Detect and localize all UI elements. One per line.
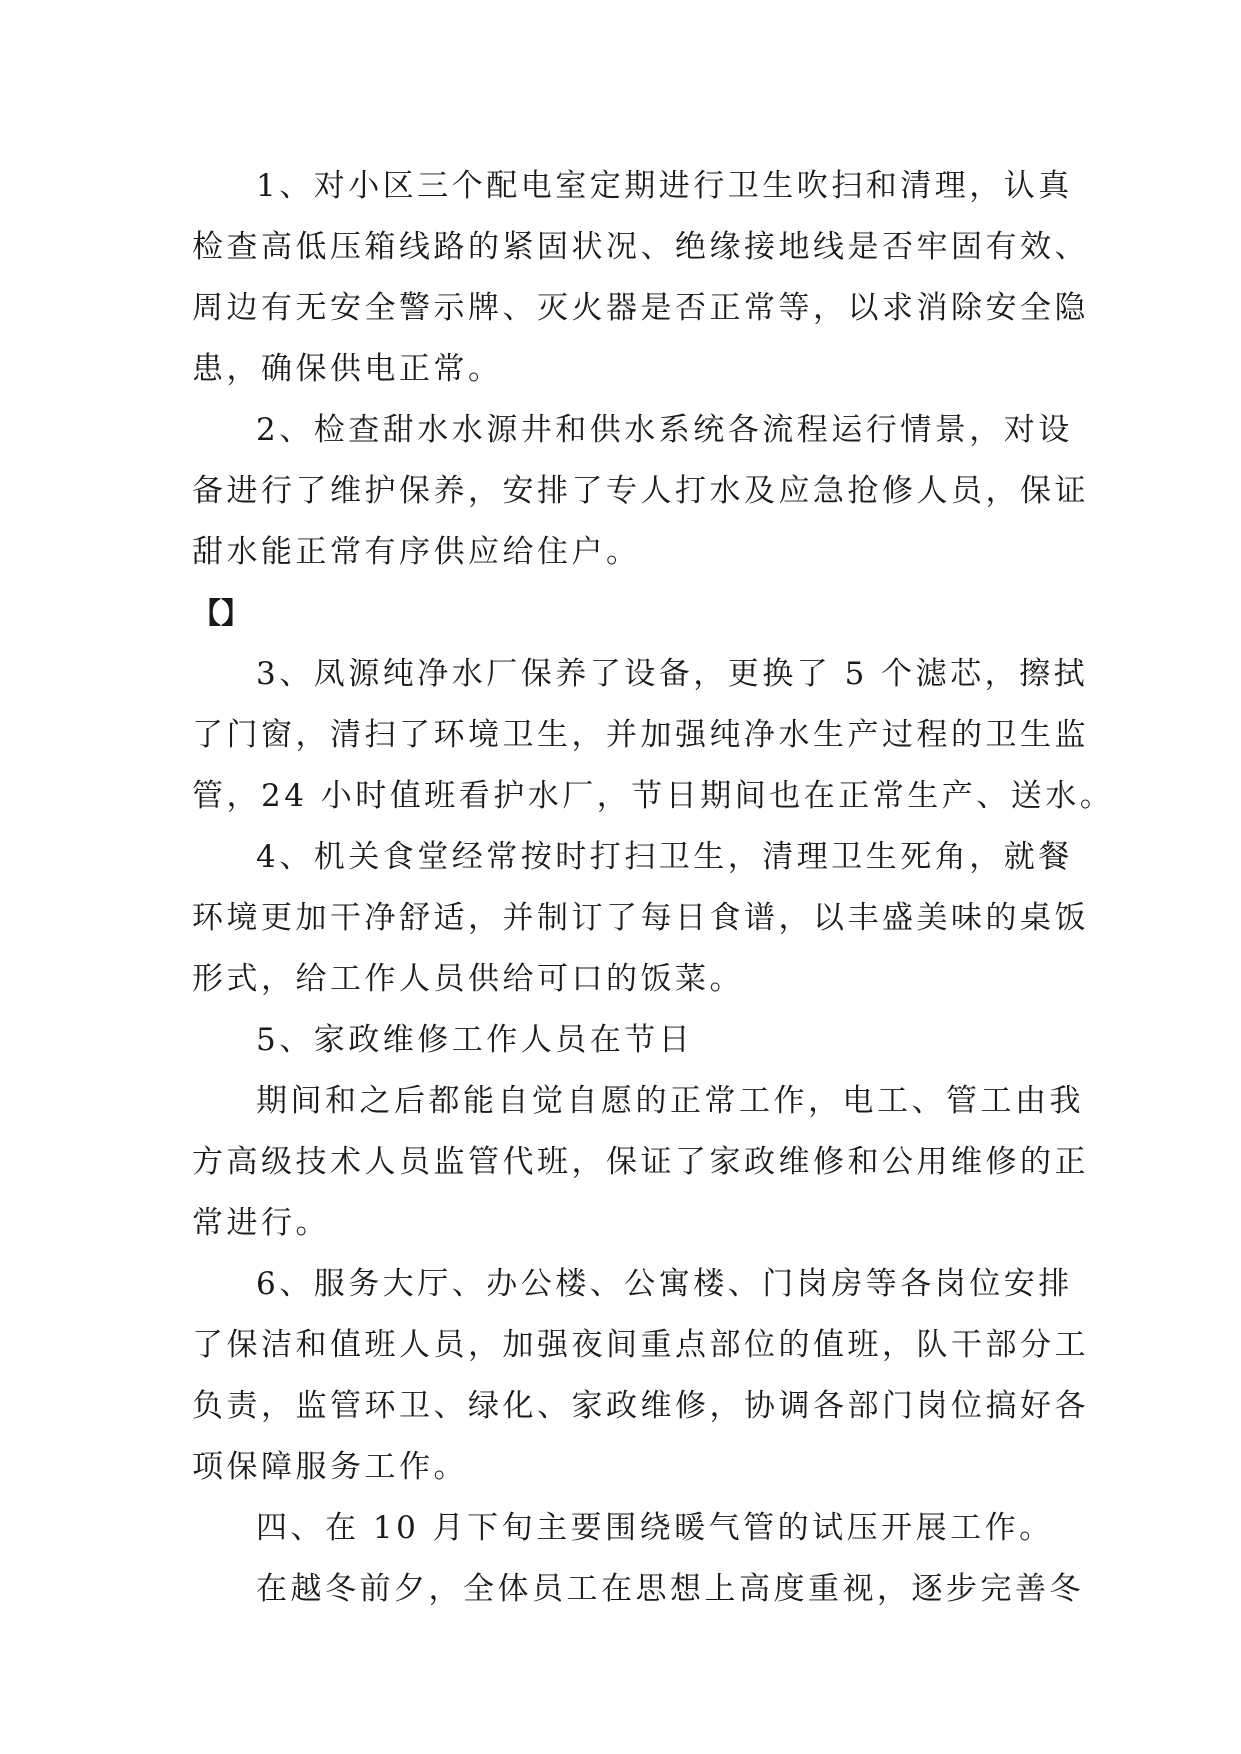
text-line: 检查高低压箱线路的紧固状况、绝缘接地线是否牢固有效、 (192, 229, 1089, 265)
section-heading: 四、在 10 月下旬主要围绕暖气管的试压开展工作。 (256, 1510, 1054, 1546)
text-line: 6、服务大厅、办公楼、公寓楼、门岗房等各岗位安排 (256, 1266, 1073, 1302)
paragraph-5 (192, 1010, 1072, 1071)
paragraph-2 (192, 400, 1089, 583)
text-line: 形式，给工作人员供给可口的饭菜。 (192, 961, 744, 997)
text-line: 备进行了维护保养，安排了专人打水及应急抢修人员，保证 (192, 473, 1089, 509)
text-line: 负责，监管环卫、绿化、家政维修，协调各部门岗位搞好各 (192, 1388, 1089, 1424)
text-line: 常进行。 (192, 1205, 330, 1241)
text-line: 了保洁和值班人员，加强夜间重点部位的值班，队干部分工 (192, 1327, 1089, 1363)
text-line: 甜水能正常有序供应给住户。 (192, 534, 641, 570)
text-line: 项保障服务工作。 (192, 1449, 468, 1485)
paragraph-8 (192, 1559, 1084, 1620)
text-line: 2、检查甜水水源井和供水系统各流程运行情景，对设 (256, 412, 1073, 448)
section-heading-four (192, 1498, 1072, 1559)
document-body (192, 156, 1115, 1620)
text-line: 方高级技术人员监管代班，保证了家政维修和公用维修的正 (192, 1144, 1089, 1180)
bracket-marker-block (192, 583, 1072, 644)
text-line: 期间和之后都能自觉自愿的正常工作，电工、管工由我 (256, 1083, 1084, 1119)
text-line: 4、机关食堂经常按时打扫卫生，清理卫生死角，就餐 (256, 839, 1073, 875)
paragraph-3 (192, 644, 1115, 827)
text-line: 了门窗，清扫了环境卫生，并加强纯净水生产过程的卫生监 (192, 717, 1089, 753)
text-line: 5、家政维修工作人员在节日 (256, 1022, 694, 1058)
text-line: 环境更加干净舒适，并制订了每日食谱，以丰盛美味的桌饭 (192, 900, 1089, 936)
paragraph-4 (192, 827, 1089, 1010)
text-line: 周边有无安全警示牌、灭火器是否正常等，以求消除安全隐 (192, 290, 1089, 326)
text-line: 管，24 小时值班看护水厂，节日期间也在正常生产、送水。 (192, 778, 1115, 814)
paragraph-6 (192, 1254, 1089, 1498)
text-line: 3、凤源纯净水厂保养了设备，更换了 5 个滤芯，擦拭 (256, 656, 1089, 692)
text-line: 患，确保供电正常。 (192, 351, 503, 387)
bracket-marker: 【】 (192, 596, 251, 630)
paragraph-5-continued (192, 1071, 1089, 1254)
text-line: 1、对小区三个配电室定期进行卫生吹扫和清理，认真 (256, 168, 1073, 204)
paragraph-1 (192, 156, 1089, 400)
text-line: 在越冬前夕，全体员工在思想上高度重视，逐步完善冬 (256, 1571, 1084, 1607)
